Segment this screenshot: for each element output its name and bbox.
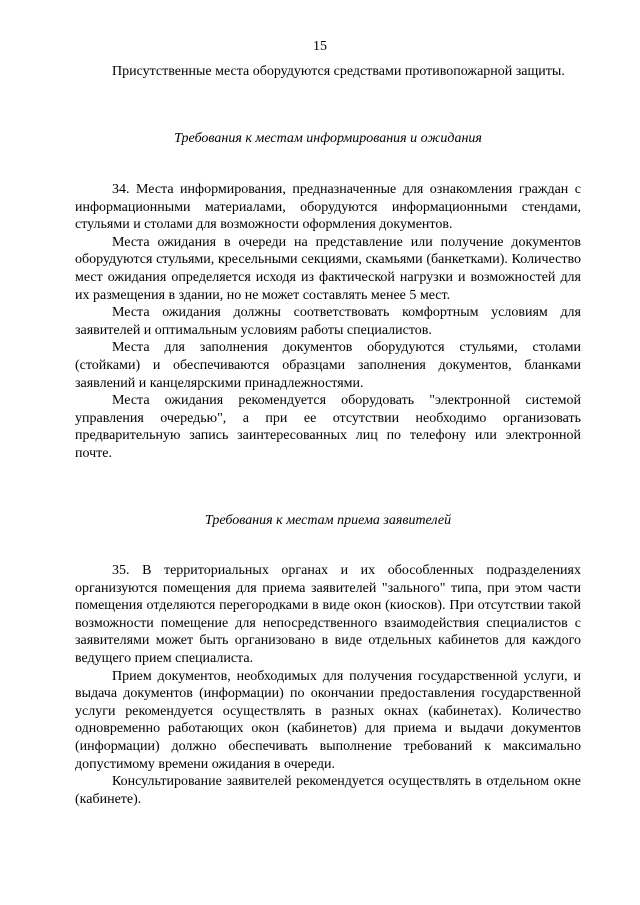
section-reception-body xyxy=(75,562,581,808)
paragraph-filling-places: Места для заполнения документов оборудуются стульями, столами (стойками) и обеспечиваются образцами заполнения документов, бланками заявлений и канцелярскими принадлежностями. xyxy=(75,340,581,391)
paragraph-consulting: Консультирование заявителей рекомендуется осуществлять в отдельном окне (кабинете). xyxy=(75,774,581,807)
section-heading-info: Требования к местам информирования и ожидания xyxy=(174,131,482,146)
paragraph-waiting-places: Места ожидания в очереди на представление или получение документов оборудуются стульями, кресельными секциями, скамьями (банкетками). Количество мест ожидания определяется исходя из фактической нагрузки и возможностей для их размещения в здании, но не может составлять менее 5 мест. xyxy=(75,234,581,303)
paragraph-queue-system: Места ожидания рекомендуется оборудовать "электронной системой управления очередью", а при ее отсутствии необходимо организовать предварительную запись заинтересованных лиц по телефону или электронной почте. xyxy=(75,393,581,461)
intro-block xyxy=(75,63,581,81)
section-heading-reception: Требования к местам приема заявителей xyxy=(204,513,452,528)
paragraph-35: 35. В территориальных органах и их обособленных подразделениях организуются помещения для приема заявителей "зального" типа, при этом части помещения отделяются перегородками в виде окон (киосков). При отсутствии такой возможности помещение для непосредственного взаимодействия специалистов с заявителями может быть организовано в виде отдельных кабинетов для каждого ведущего прием специалиста. xyxy=(75,563,581,666)
intro-paragraph: Присутственные места оборудуются средствами противопожарной защиты. xyxy=(112,64,565,79)
section-info-body xyxy=(75,181,581,463)
paragraph-34: 34. Места информирования, предназначенные для ознакомления граждан с информационными материалами, оборудуются информационными стендами, стульями и столами для возможности оформления документов. xyxy=(75,182,581,233)
page-number: 15 xyxy=(313,39,327,54)
paragraph-documents-reception: Прием документов, необходимых для получения государственной услуги, и выдача документов (информации) по окончании предоставления государственной услуги рекомендуется осуществлять в разных окнах (кабинетах). Количество одновременно работающих окон (кабинетов) для приема и выдачи документов (информации) должно обеспечивать выполнение требований к максимально допустимому времени ожидания в очереди. xyxy=(75,668,581,772)
paragraph-comfort: Места ожидания должны соответствовать комфортным условиям для заявителей и оптимальным условиям работы специалистов. xyxy=(75,305,581,338)
